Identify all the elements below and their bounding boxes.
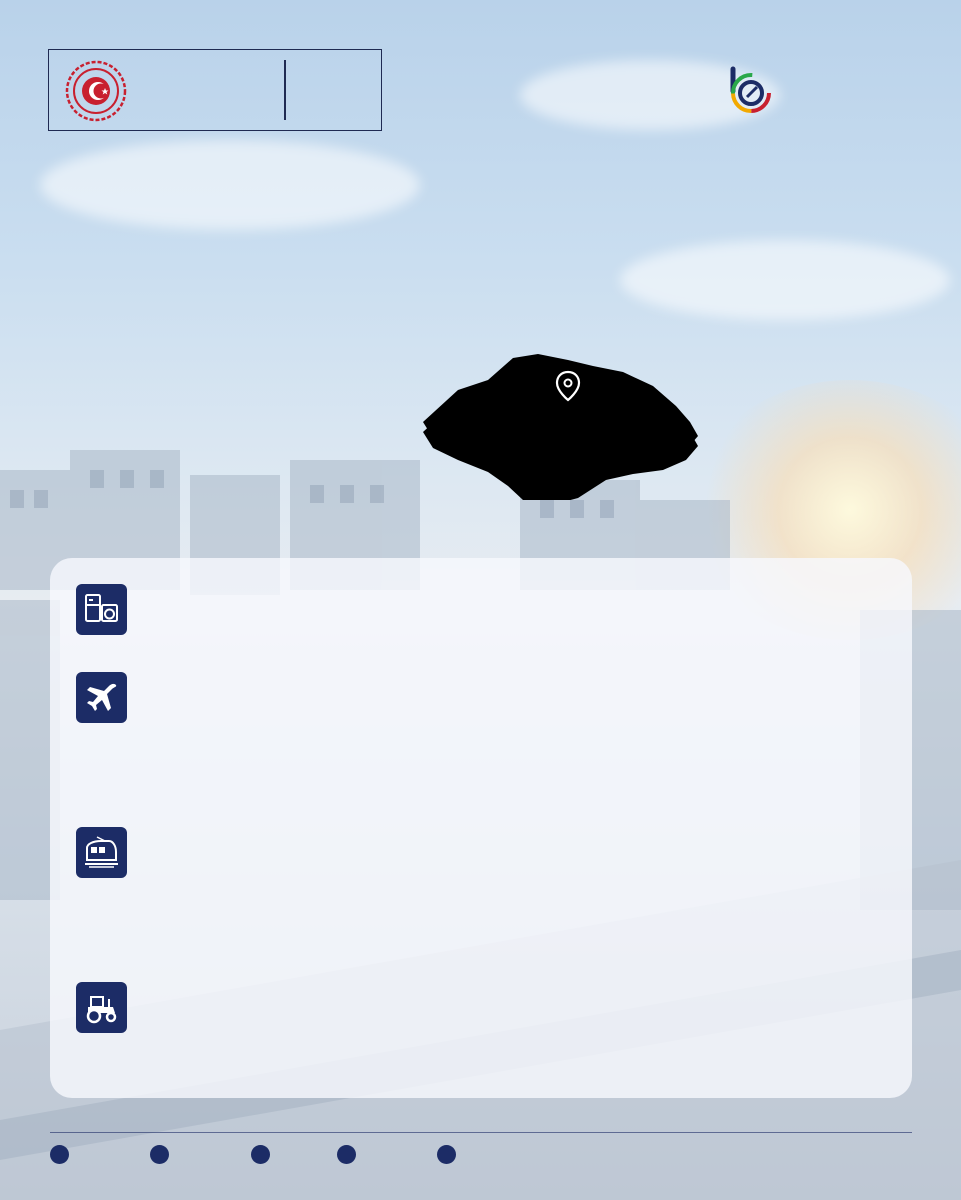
ministry-emblem-icon [65, 60, 127, 122]
social-youtube[interactable] [337, 1143, 360, 1165]
youtube-icon [337, 1145, 356, 1164]
facebook-icon [150, 1145, 169, 1164]
social-instagram[interactable] [437, 1143, 460, 1165]
household-appliances-icon [76, 584, 127, 635]
investment-topics-panel [50, 558, 912, 1098]
bebka-mark-icon [727, 65, 775, 113]
social-facebook[interactable] [150, 1143, 173, 1165]
cloud [620, 240, 950, 320]
train-icon [76, 827, 127, 878]
bebka-logo [727, 61, 917, 127]
cloud [40, 140, 420, 230]
instagram-icon [437, 1145, 456, 1164]
eskisehir-map [418, 350, 703, 500]
x-icon [50, 1145, 69, 1164]
footer-divider [50, 1132, 912, 1133]
logo-divider [284, 60, 286, 120]
social-linkedin[interactable] [251, 1143, 274, 1165]
airplane-icon [76, 672, 127, 723]
linkedin-icon [251, 1145, 270, 1164]
social-x[interactable] [50, 1143, 73, 1165]
tractor-icon [76, 982, 127, 1033]
ministry-logo-box [48, 49, 382, 131]
